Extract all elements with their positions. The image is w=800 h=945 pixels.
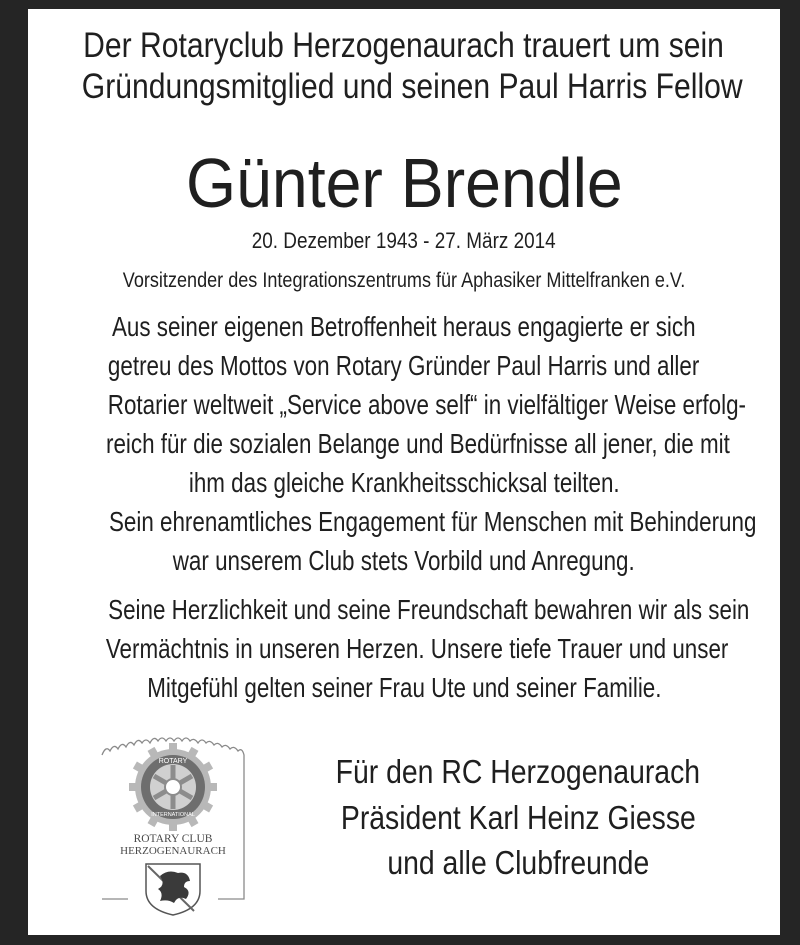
tribute-line: war unserem Club stets Vorbild und Anregung. xyxy=(173,545,635,576)
deceased-role: Vorsitzender des Integrationszentrums für Aphasiker Mittelfranken e.V. xyxy=(122,269,686,292)
condolence-line: Seine Herzlichkeit und seine Freundschaft bewahren wir als sein xyxy=(108,594,750,625)
header-line-2: Gründungsmitglied und seinen Paul Harris Fellow xyxy=(81,67,743,106)
svg-text:INTERNATIONAL: INTERNATIONAL xyxy=(151,812,195,818)
tribute-line: Rotarier weltweit „Service above self“ in vielfältiger Weise erfolg- xyxy=(107,389,747,420)
tribute-line: getreu des Mottos von Rotary Gründer Paul Harris und aller xyxy=(108,350,700,381)
svg-text:ROTARY: ROTARY xyxy=(158,758,188,765)
signature-line-club: Für den RC Herzogenaurach xyxy=(335,753,701,790)
header-line-1: Der Rotaryclub Herzogenaurach trauert um sein xyxy=(83,26,725,65)
rotary-club-logo xyxy=(98,731,248,916)
deceased-name: Günter Brendle xyxy=(185,144,623,222)
tribute-line: Sein ehrenamtliches Engagement für Menschen mit Behinderung xyxy=(108,506,757,537)
life-dates: 20. Dezember 1943 - 27. März 2014 xyxy=(252,228,556,253)
signature-line-friends: und alle Clubfreunde xyxy=(387,844,649,881)
svg-text:ROTARY CLUB: ROTARY CLUB xyxy=(133,833,213,845)
tribute-line: Aus seiner eigenen Betroffenheit heraus engagierte er sich xyxy=(112,311,696,342)
svg-text:HERZOGENAURACH: HERZOGENAURACH xyxy=(120,845,226,857)
tribute-line: ihm das gleiche Krankheitsschicksal teilten. xyxy=(188,467,620,498)
signature-line-president: Präsident Karl Heinz Giesse xyxy=(340,799,696,836)
lion-crest-icon xyxy=(146,864,200,915)
condolence-line: Mitgefühl gelten seiner Frau Ute und seiner Familie. xyxy=(146,672,662,703)
rotary-wheel-icon xyxy=(98,731,248,916)
condolence-line: Vermächtnis in unseren Herzen. Unsere tiefe Trauer und unser xyxy=(105,633,729,664)
obituary-notice xyxy=(28,9,780,935)
tribute-line: reich für die sozialen Belange und Bedürfnisse all jener, die mit xyxy=(105,428,730,459)
